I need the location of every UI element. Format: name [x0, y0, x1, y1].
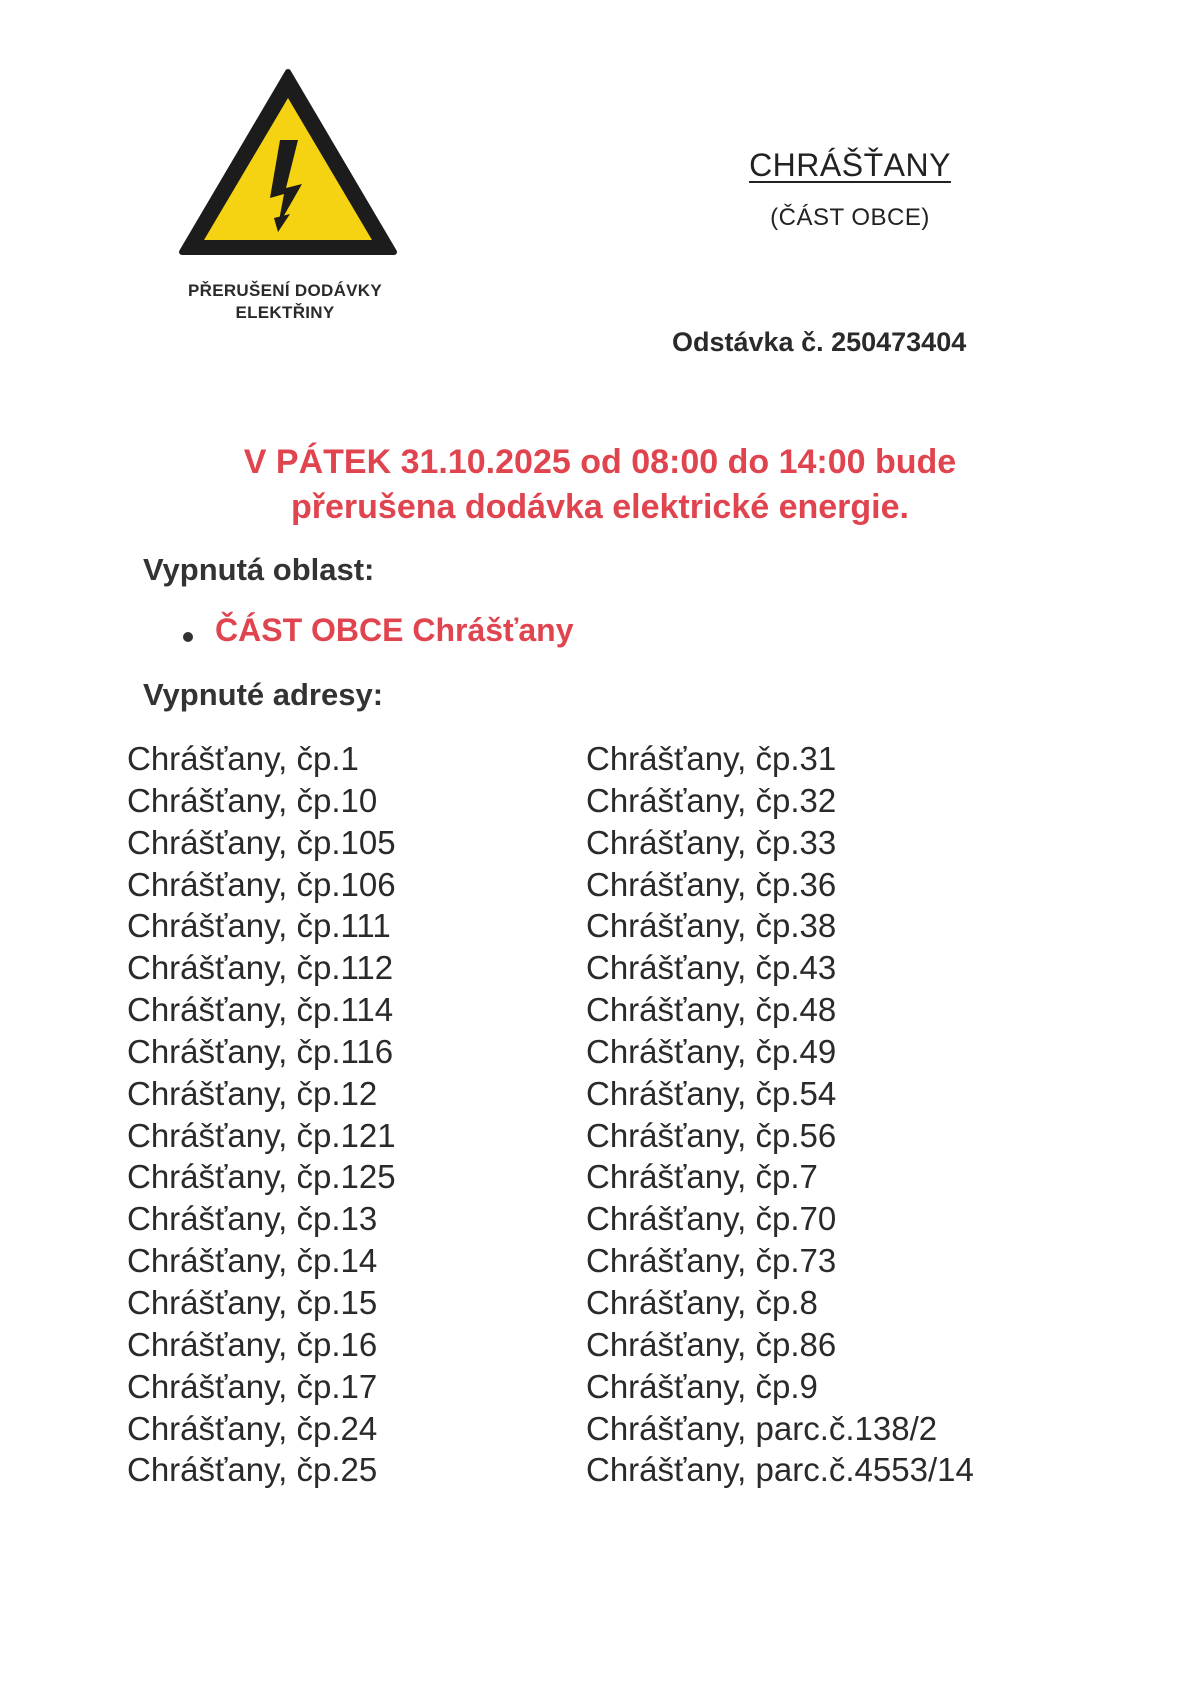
- address-item: Chrášťany, čp.14: [127, 1242, 378, 1280]
- address-item: Chrášťany, čp.114: [127, 991, 394, 1029]
- address-item: Chrášťany, čp.121: [127, 1116, 396, 1154]
- address-item: Chrášťany, čp.73: [586, 1242, 837, 1280]
- address-item: Chrášťany, čp.116: [127, 1032, 394, 1070]
- address-item: Chrášťany, čp.15: [127, 1283, 378, 1321]
- area-item: [175, 612, 574, 649]
- sign-caption-line: PŘERUŠENÍ DODÁVKY: [187, 281, 383, 300]
- area-list: [175, 612, 574, 649]
- address-item: Chrášťany, čp.70: [586, 1200, 837, 1238]
- high-voltage-warning-sign: [178, 68, 398, 256]
- address-item: Chrášťany, čp.24: [127, 1409, 378, 1447]
- bullet-icon: [183, 632, 193, 642]
- address-item: Chrášťany, čp.111: [127, 907, 391, 945]
- address-item: Chrášťany, čp.10: [127, 781, 378, 819]
- address-item: Chrášťany, čp.43: [586, 949, 837, 987]
- address-item: Chrášťany, čp.36: [586, 865, 837, 903]
- address-item: Chrášťany, čp.7: [586, 1158, 818, 1196]
- address-item: Chrášťany, čp.31: [586, 740, 837, 777]
- address-column-left: [127, 738, 396, 1491]
- address-item: Chrášťany, čp.106: [127, 865, 396, 903]
- address-item: Chrášťany, čp.9: [586, 1367, 818, 1405]
- outage-number: Odstávka č. 250473404: [672, 327, 967, 357]
- high-voltage-warning-icon: [178, 68, 398, 256]
- page-title: CHRÁŠŤANY: [749, 147, 951, 183]
- sign-caption: [140, 280, 430, 324]
- notice-line: V PÁTEK 31.10.2025 od 08:00 do 14:00 bude: [243, 443, 957, 481]
- sign-caption-line: ELEKTŘINY: [235, 303, 335, 322]
- address-item: Chrášťany, čp.48: [586, 991, 837, 1029]
- address-item: Chrášťany, čp.32: [586, 781, 837, 819]
- address-item: Chrášťany, čp.49: [586, 1032, 837, 1070]
- address-item: Chrášťany, parc.č.138/2: [586, 1409, 938, 1447]
- addresses-heading: Vypnuté adresy:: [143, 677, 384, 712]
- address-item: Chrášťany, čp.25: [127, 1451, 378, 1489]
- place-header: [700, 147, 1000, 232]
- address-item: Chrášťany, čp.105: [127, 823, 396, 861]
- address-item: Chrášťany, čp.17: [127, 1367, 378, 1405]
- address-item: Chrášťany, parc.č.4553/14: [586, 1451, 974, 1489]
- address-item: Chrášťany, čp.125: [127, 1158, 396, 1196]
- page-subtitle: (ČÁST OBCE): [770, 204, 930, 231]
- address-item: Chrášťany, čp.13: [127, 1200, 378, 1238]
- address-item: Chrášťany, čp.8: [586, 1283, 818, 1321]
- address-item: Chrášťany, čp.12: [127, 1074, 378, 1112]
- area-heading: Vypnutá oblast:: [143, 552, 375, 587]
- outage-notice: [150, 440, 1050, 530]
- notice-line: přerušena dodávka elektrické energie.: [291, 488, 909, 526]
- area-item-label: ČÁST OBCE Chrášťany: [215, 612, 574, 648]
- address-column-right: [586, 738, 974, 1491]
- address-item: Chrášťany, čp.1: [127, 740, 359, 777]
- address-item: Chrášťany, čp.86: [586, 1325, 837, 1363]
- address-item: Chrášťany, čp.33: [586, 823, 837, 861]
- address-item: Chrášťany, čp.38: [586, 907, 837, 945]
- address-item: Chrášťany, čp.112: [127, 949, 394, 987]
- address-item: Chrášťany, čp.56: [586, 1116, 837, 1154]
- address-item: Chrášťany, čp.54: [586, 1074, 837, 1112]
- address-item: Chrášťany, čp.16: [127, 1325, 378, 1363]
